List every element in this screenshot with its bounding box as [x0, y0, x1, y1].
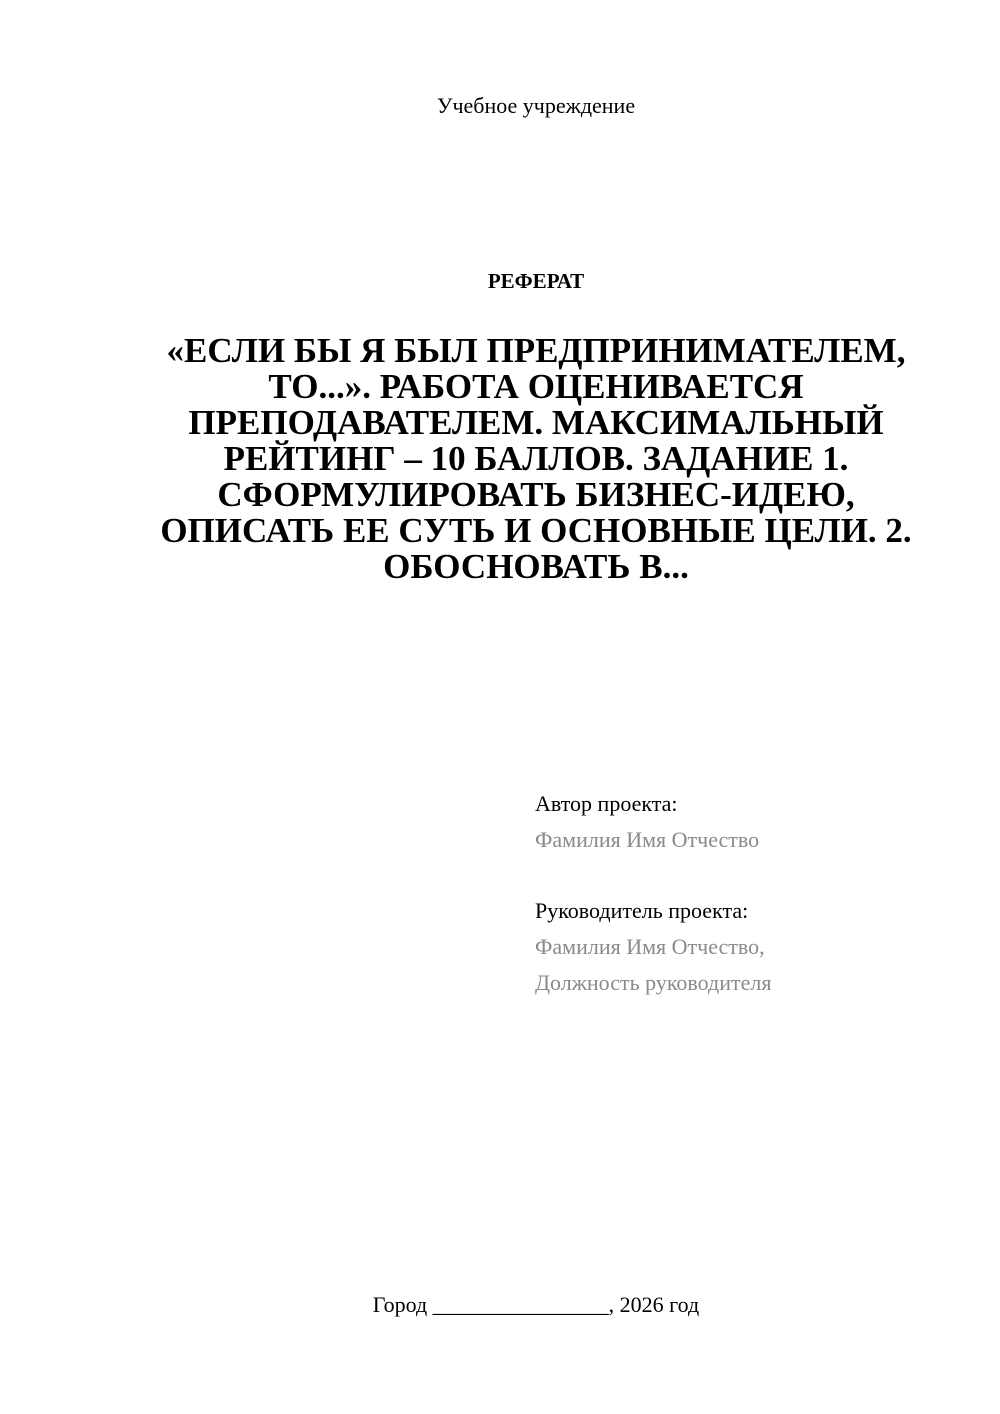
supervisor-name: Фамилия Имя Отчество, — [535, 934, 765, 959]
document-title: «ЕСЛИ БЫ Я БЫЛ ПРЕДПРИНИМАТЕЛЕМ, ТО...». РАБОТА ОЦЕНИВАЕТСЯ ПРЕПОДАВАТЕЛЕМ. МАКСИМАЛЬНЫЙ РЕЙТИНГ – 10 БАЛЛОВ. ЗАДАНИЕ 1. СФОРМУЛИРОВАТЬ БИЗНЕС-ИДЕЮ, ОПИСАТЬ ЕЕ СУТЬ И ОСНОВНЫЕ ЦЕЛИ. 2. ОБОСНОВАТЬ В... — [160, 331, 912, 586]
city-year-line: Город ________________, 2026 год — [372, 1292, 700, 1317]
supervisor-position: Должность руководителя — [535, 970, 772, 995]
author-block — [535, 786, 975, 858]
supervisor-label: Руководитель проекта: — [535, 898, 749, 923]
author-name: Фамилия Имя Отчество — [535, 827, 760, 852]
institution-name: Учебное учреждение — [436, 93, 636, 118]
document-type: РЕФЕРАТ — [487, 269, 585, 293]
author-label: Автор проекта: — [535, 791, 678, 816]
supervisor-block — [535, 893, 975, 1001]
